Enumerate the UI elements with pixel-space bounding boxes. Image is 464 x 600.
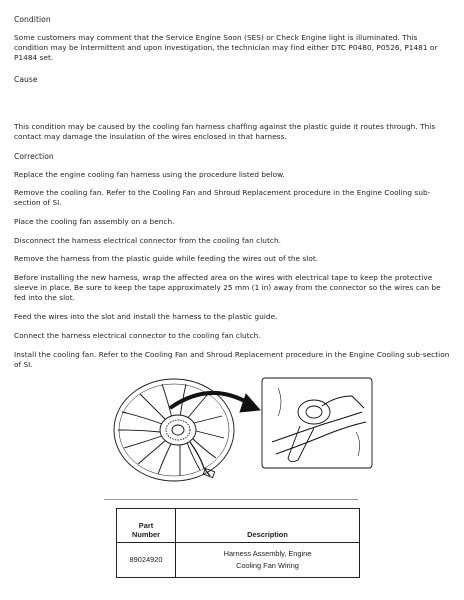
correction-step-9: Install the cooling fan. Refer to the Cooling Fan and Shroud Replacement procedure in the Engine Cooling sub-section of SI. <box>14 350 450 369</box>
correction-step-5: Remove the harness from the plastic guide while feeding the wires out of the slot. <box>14 254 319 263</box>
header-part-line1: Part <box>138 521 154 530</box>
cooling-fan-illustration <box>100 372 380 497</box>
cause-paragraph: This condition may be caused by the cooling fan harness chaffing against the plastic guide it routes through. This contact may damage the insulation of the wires enclosed in that harness. <box>14 122 436 141</box>
correction-heading: Correction <box>14 152 54 161</box>
header-part-line2: Number <box>132 530 160 539</box>
correction-step-2: Remove the cooling fan. Refer to the Cooling Fan and Shroud Replacement procedure in the Engine Cooling sub-section of SI. <box>14 188 431 207</box>
condition-heading: Condition <box>14 15 51 24</box>
correction-step-6: Before installing the new harness, wrap the affected area on the wires with electrical tape to keep the protective sleeve in place. Be sure to keep the tape approximately 25 mm (1 in) away from the connector so the wires can be fed into the slot. <box>14 273 441 302</box>
description-line2: Cooling Fan Wiring <box>236 561 299 570</box>
header-part-number <box>117 509 176 543</box>
parts-table <box>116 508 360 578</box>
description-cell <box>176 543 360 578</box>
correction-step-1: Replace the engine cooling fan harness using the procedure listed below. <box>14 170 285 179</box>
figure-divider <box>104 499 358 500</box>
table-row <box>117 543 360 578</box>
cause-heading: Cause <box>14 75 38 84</box>
header-description: Description <box>176 509 360 543</box>
correction-step-7: Feed the wires into the slot and install the harness to the plastic guide. <box>14 312 278 321</box>
correction-step-8: Connect the harness electrical connector to the cooling fan clutch. <box>14 331 261 340</box>
condition-paragraph: Some customers may comment that the Service Engine Soon (SES) or Check Engine light is illuminated. This condition may be intermittent and upon investigation, the technician may find either DTC P0480, P0526, P1481 or P1484 set. <box>14 33 438 62</box>
correction-step-3: Place the cooling fan assembly on a bench. <box>14 217 175 226</box>
description-line1: Harness Assembly, Engine <box>223 549 312 558</box>
table-header-row <box>117 509 360 543</box>
correction-step-4: Disconnect the harness electrical connector from the cooling fan clutch. <box>14 236 281 245</box>
part-number-cell: 89024920 <box>117 543 176 578</box>
